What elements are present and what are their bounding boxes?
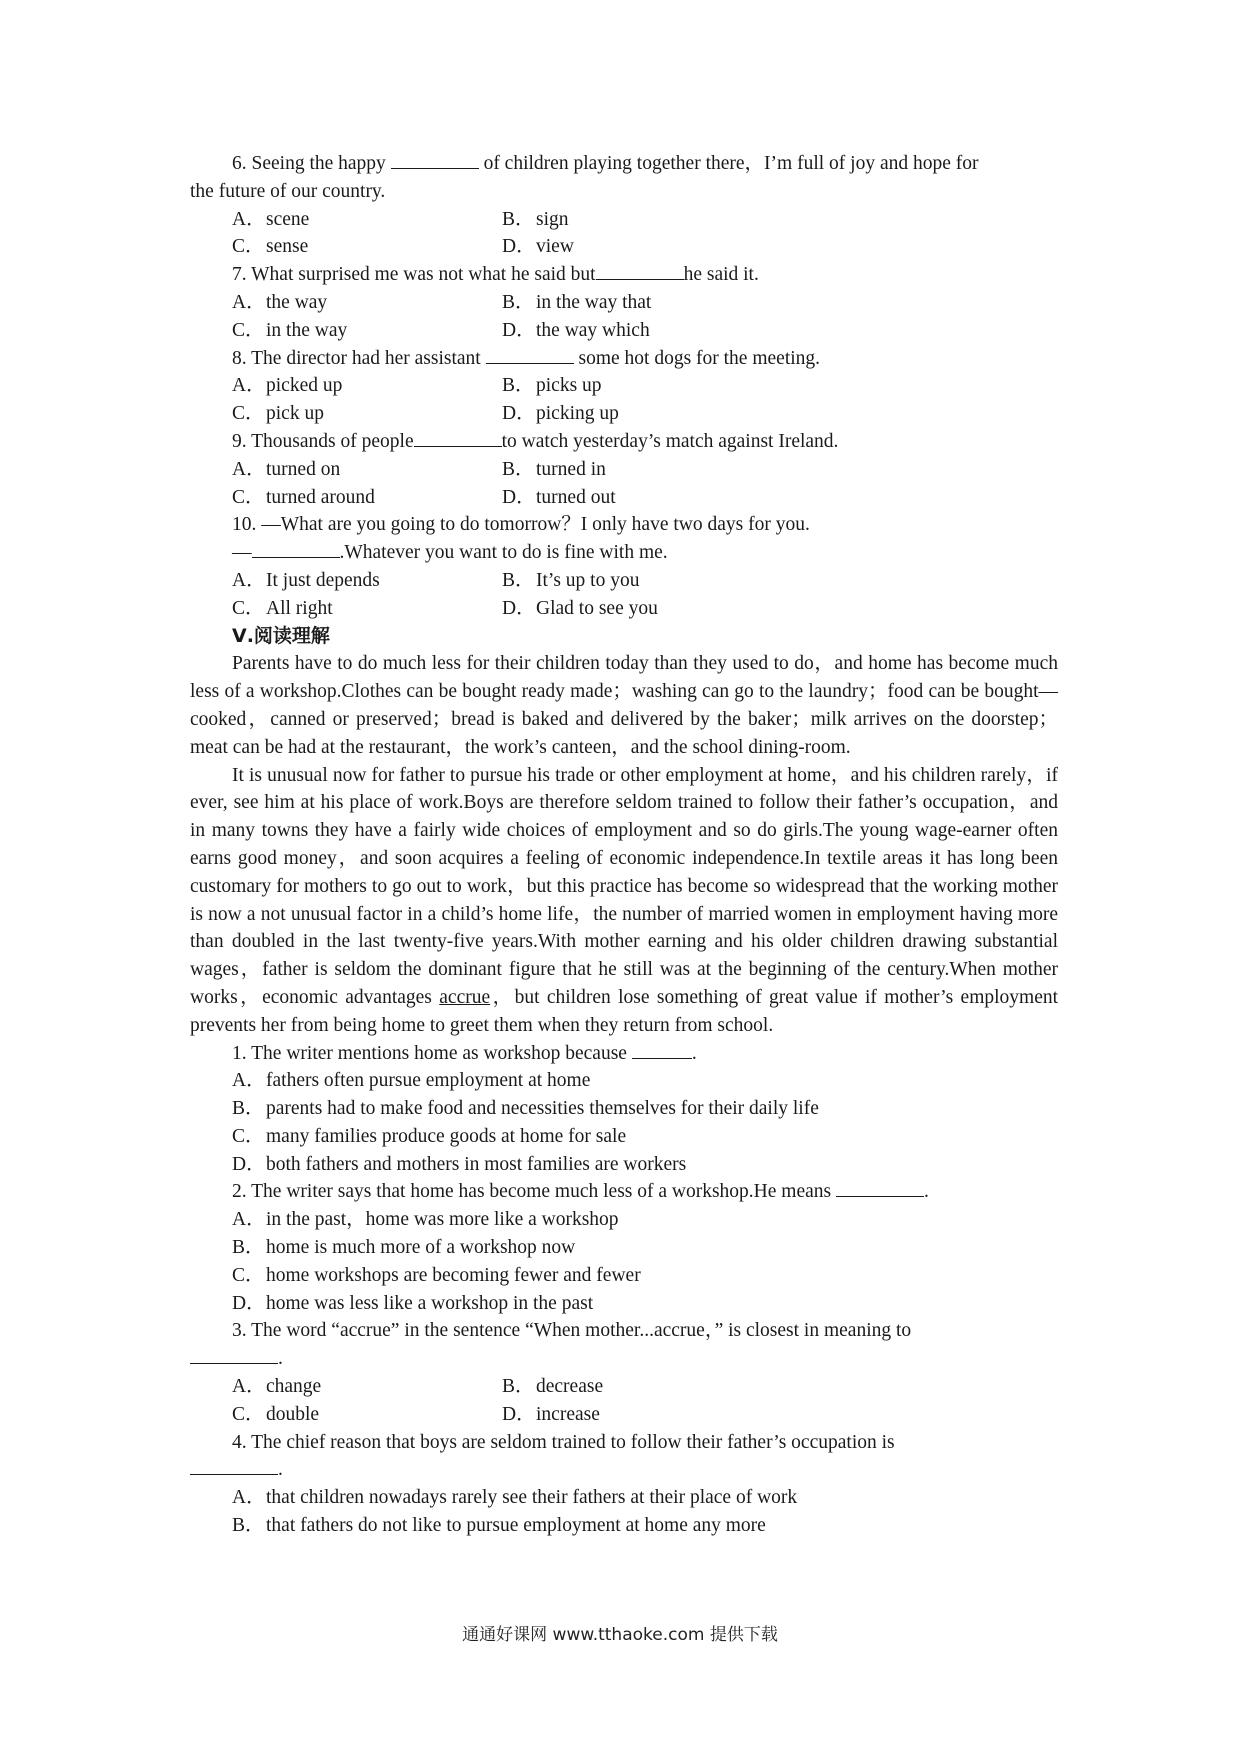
option-a (232, 567, 502, 595)
question-7-options-row-1 (190, 289, 1058, 317)
question-8-options-row-2 (190, 400, 1058, 428)
option-text: It’s up to you (536, 569, 640, 591)
question-stem: 3. The word “accrue” in the sentence “When mother...accrue，” is closest in meaning to (232, 1320, 912, 1342)
question-10-reply-text: .Whatever you want to do is fine with me. (339, 542, 668, 564)
reading-question-2 (190, 1178, 1058, 1206)
option-text: All right (266, 597, 333, 619)
option-c (232, 1401, 502, 1429)
option-letter: B． (502, 291, 535, 313)
question-7 (190, 261, 1058, 289)
question-3-options-row-2 (190, 1401, 1058, 1429)
option-b (502, 1373, 603, 1401)
option-letter: C． (232, 319, 265, 341)
option-text: It just depends (266, 569, 380, 591)
option-text: parents had to make food and necessities themselves for their daily life (266, 1098, 819, 1120)
option-c (190, 1123, 1058, 1151)
passage-paragraph-2 (190, 762, 1058, 1040)
section-title: Ⅴ.阅读理解 (232, 624, 330, 647)
option-c (232, 400, 502, 428)
question-stem: 4. The chief reason that boys are seldom trained to follow their father’s occupation is (232, 1431, 895, 1453)
question-7-stem-start: 7. What surprised me was not what he said but (232, 264, 596, 286)
page-footer: 通通好课网 www.tthaoke.com 提供下载 (462, 1625, 778, 1645)
option-text: home was less like a workshop in the past (266, 1292, 594, 1314)
option-letter: B． (232, 1237, 265, 1259)
option-text: that children nowadays rarely see their fathers at their place of work (266, 1487, 798, 1509)
option-letter: B． (502, 375, 535, 397)
option-letter: A． (232, 569, 266, 591)
answer-blank (596, 261, 684, 280)
option-text: picks up (536, 375, 602, 397)
option-d (502, 1401, 600, 1429)
document-body (190, 150, 1058, 1540)
option-b (190, 1512, 1058, 1540)
option-text: sign (536, 208, 569, 230)
option-text: turned out (536, 486, 616, 508)
option-text: turned in (536, 458, 606, 480)
option-text: change (266, 1376, 322, 1398)
question-9 (190, 428, 1058, 456)
option-letter: B． (232, 1098, 265, 1120)
answer-blank (414, 428, 502, 447)
option-text: many families produce goods at home for sale (266, 1125, 627, 1147)
option-letter: B． (502, 208, 535, 230)
question-10-options-row-1 (190, 567, 1058, 595)
option-d (502, 317, 650, 345)
answer-blank (632, 1040, 692, 1059)
answer-blank (190, 1456, 278, 1475)
dash: — (232, 542, 252, 564)
option-b (502, 206, 569, 234)
option-text: double (266, 1403, 320, 1425)
option-letter: B． (502, 458, 535, 480)
option-text: decrease (536, 1376, 604, 1398)
option-letter: D． (502, 486, 536, 508)
question-6 (190, 150, 1058, 178)
question-9-stem-start: 9. Thousands of people (232, 430, 414, 452)
option-d (190, 1290, 1058, 1318)
option-text: picked up (266, 375, 343, 397)
option-b (502, 289, 651, 317)
question-9-stem-end: to watch yesterday’s match against Ireland. (501, 430, 839, 452)
question-9-options-row-1 (190, 456, 1058, 484)
passage-paragraph-1: Parents have to do much less for their children today than they used to do，and home has become much less of a workshop.Clothes can be bought ready made；washing can go to the laundry；food can be bought—cooked，canned or preserved；bread is baked and delivered by the baker；milk arrives on the doorstep；meat can be had at the restaurant，the work’s canteen，and the school dining-room. (190, 653, 1058, 758)
question-8-options-row-1 (190, 372, 1058, 400)
option-letter: D． (232, 1153, 266, 1175)
option-letter: A． (232, 1070, 266, 1092)
option-letter: B． (502, 569, 535, 591)
question-10: 10. —What are you going to do tomorrow？I only have two days for you. (232, 514, 810, 536)
option-letter: B． (232, 1515, 265, 1537)
option-text: home is much more of a workshop now (266, 1237, 576, 1259)
option-letter: B． (502, 1376, 535, 1398)
question-9-options-row-2 (190, 484, 1058, 512)
option-text: in the way (266, 319, 348, 341)
passage-text: ，but children lose something of great value if mother’s employment prevents her from being home to greet them when they return from school. (190, 986, 1059, 1036)
answer-blank (252, 539, 340, 558)
option-letter: A． (232, 1487, 266, 1509)
option-text: both fathers and mothers in most families are workers (266, 1153, 687, 1175)
question-3-blank-line (190, 1345, 1058, 1373)
option-b (502, 456, 606, 484)
option-letter: D． (502, 236, 536, 258)
option-a (190, 1206, 1058, 1234)
option-d (502, 484, 616, 512)
option-c (232, 317, 502, 345)
question-6-stem-start: 6. Seeing the happy (232, 153, 386, 174)
question-8 (190, 345, 1058, 373)
question-10-options-row-2 (190, 595, 1058, 623)
period: . (691, 1042, 697, 1064)
option-letter: A． (232, 208, 266, 230)
question-6-options-row-1 (190, 206, 1058, 234)
option-text: sense (266, 236, 309, 258)
question-3-options-row-1 (190, 1373, 1058, 1401)
answer-blank (836, 1178, 924, 1197)
option-d (502, 400, 619, 428)
answer-blank (486, 345, 574, 364)
reading-question-4 (190, 1429, 1058, 1457)
option-a (232, 456, 502, 484)
option-letter: D． (232, 1292, 266, 1314)
option-letter: A． (232, 1209, 266, 1231)
option-d (502, 595, 658, 623)
option-text: increase (536, 1403, 600, 1425)
option-c (190, 1262, 1058, 1290)
option-b (190, 1234, 1058, 1262)
option-text: that fathers do not like to pursue employment at home any more (266, 1515, 766, 1537)
option-letter: C． (232, 486, 265, 508)
option-b (502, 567, 639, 595)
reading-question-3 (190, 1317, 1058, 1345)
option-text: turned around (266, 486, 375, 508)
question-8-stem-end: some hot dogs for the meeting. (578, 347, 821, 369)
option-text: in the past，home was more like a workshop (266, 1209, 619, 1231)
option-a (190, 1484, 1058, 1512)
option-text: turned on (266, 458, 341, 480)
answer-blank (190, 1345, 278, 1364)
option-letter: D． (502, 1403, 536, 1425)
option-letter: C． (232, 1125, 265, 1147)
question-stem: 2. The writer says that home has become much less of a workshop.He means (232, 1181, 832, 1203)
option-letter: C． (232, 1403, 265, 1425)
option-letter: D． (502, 597, 536, 619)
option-text: view (536, 236, 574, 258)
question-6-stem-end: of children playing together there，I’m full of joy and hope for (483, 153, 979, 174)
question-7-stem-end: he said it. (683, 264, 759, 286)
option-a (232, 206, 502, 234)
option-a (232, 289, 502, 317)
option-letter: A． (232, 458, 266, 480)
question-4-blank-line (190, 1456, 1058, 1484)
passage-text: It is unusual now for father to pursue his trade or other employment at home，and his children rarely，if ever, see him at his place of work.Boys are therefore seldom trained to follow their father’s occupation，and in many towns they have a fairly wide choices of employment and so do girls.The young wage-earner often earns good money，and soon acquires a feeling of economic independence.In textile areas it has long been customary for mothers to go out to work，but this practice has become so widespread that the working mother is now a not unusual factor in a child’s home life，the number of married women in employment having more than doubled in the last twenty-five years.With mother earning and his older children drawing substantial wages，father is seldom the dominant figure that he still was at the beginning of the century.When mother works，economic advantages (190, 764, 1058, 1008)
option-a (232, 1373, 502, 1401)
option-letter: C． (232, 236, 265, 258)
option-c (232, 484, 502, 512)
answer-blank (391, 150, 479, 169)
option-letter: D． (502, 403, 536, 425)
option-text: Glad to see you (536, 597, 658, 619)
option-b (502, 372, 602, 400)
question-6-continuation: the future of our country. (190, 180, 386, 202)
option-letter: C． (232, 597, 265, 619)
period: . (924, 1181, 929, 1203)
option-d (190, 1151, 1058, 1179)
period: . (278, 1459, 283, 1481)
option-text: home workshops are becoming fewer and fewer (266, 1264, 641, 1286)
option-c (232, 595, 502, 623)
option-b (190, 1095, 1058, 1123)
question-7-options-row-2 (190, 317, 1058, 345)
option-text: the way (266, 291, 328, 313)
reading-question-1 (190, 1040, 1058, 1068)
option-text: the way which (536, 319, 650, 341)
option-text: scene (266, 208, 310, 230)
option-a (232, 372, 502, 400)
option-text: picking up (536, 403, 619, 425)
option-letter: C． (232, 1264, 265, 1286)
option-c (232, 233, 502, 261)
question-6-options-row-2 (190, 233, 1058, 261)
option-letter: D． (502, 319, 536, 341)
option-d (502, 233, 574, 261)
option-letter: A． (232, 1376, 266, 1398)
question-8-stem-start: 8. The director had her assistant (232, 347, 481, 369)
option-letter: A． (232, 291, 266, 313)
option-text: in the way that (536, 291, 652, 313)
option-text: pick up (266, 403, 324, 425)
option-a (190, 1067, 1058, 1095)
question-10-reply (190, 539, 1058, 567)
option-letter: C． (232, 403, 265, 425)
option-letter: A． (232, 375, 266, 397)
question-stem: 1. The writer mentions home as workshop because (232, 1042, 627, 1064)
underlined-word: accrue (439, 986, 491, 1008)
option-text: fathers often pursue employment at home (266, 1070, 591, 1092)
period: . (278, 1348, 283, 1370)
